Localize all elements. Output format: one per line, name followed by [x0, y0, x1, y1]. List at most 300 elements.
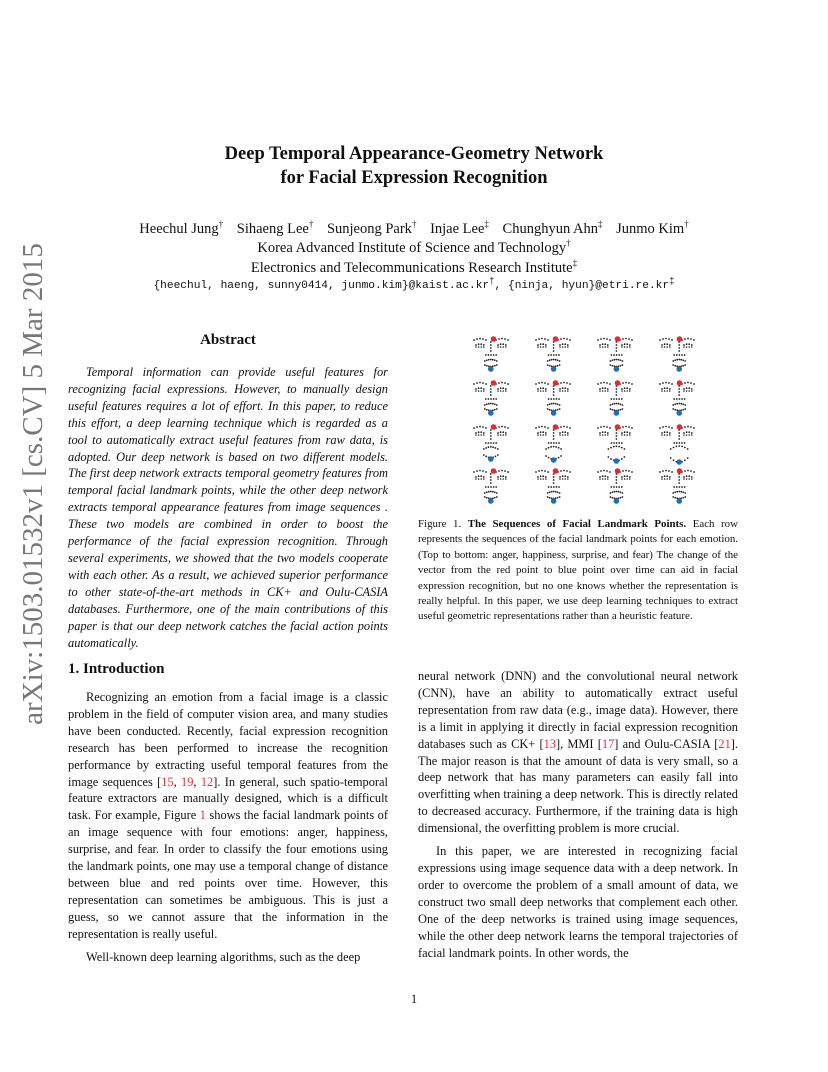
landmark-point [480, 390, 482, 392]
landmark-point [550, 446, 552, 448]
landmark-point [483, 344, 485, 346]
landmark-point [475, 344, 477, 346]
landmark-point [564, 390, 566, 392]
landmark-point [671, 383, 673, 385]
landmark-point [681, 446, 683, 448]
landmark-point [566, 382, 568, 384]
abstract-body [68, 364, 388, 651]
landmark-point [553, 394, 555, 396]
landmark-point [545, 344, 547, 346]
landmark-point [557, 409, 559, 411]
landmark-point [662, 382, 664, 384]
landmark-point [616, 359, 618, 361]
landmark-point [482, 426, 484, 428]
landmark-point [631, 339, 633, 341]
landmark-point [493, 442, 495, 444]
author: Sunjeong Park† [326, 219, 417, 237]
landmark-point [686, 431, 688, 433]
landmark-point [612, 359, 614, 361]
landmark-point [621, 354, 623, 356]
landmark-point [599, 434, 601, 436]
landmark-point [553, 442, 555, 444]
landmark-point [478, 346, 480, 348]
landmark-point [661, 390, 663, 392]
landmark-point [691, 344, 693, 346]
landmark-point [497, 346, 499, 348]
landmark-point [547, 383, 549, 385]
landmark-point [486, 409, 488, 411]
landmark-point [691, 432, 693, 434]
landmark-point [616, 432, 618, 434]
landmark-point [547, 471, 549, 473]
landmark-point [684, 492, 686, 494]
landmark-point [624, 346, 626, 348]
citation-link[interactable]: 12 [200, 774, 214, 789]
landmark-point [631, 427, 633, 429]
landmark-point [490, 350, 492, 352]
landmark-point [569, 339, 571, 341]
landmark-point [486, 359, 488, 361]
landmark-point [668, 338, 670, 340]
landmark-point [479, 382, 481, 384]
landmark-face [597, 380, 633, 416]
landmark-point [624, 456, 626, 458]
landmark-point [684, 459, 686, 461]
landmark-point [684, 354, 686, 356]
landmark-point [661, 346, 663, 348]
paper-title [0, 142, 828, 190]
landmark-point [505, 344, 507, 346]
blue-point [551, 498, 557, 504]
landmark-point [562, 387, 564, 389]
landmark-point [608, 456, 610, 458]
blue-point [614, 410, 620, 416]
landmark-point [545, 434, 547, 436]
landmark-point [659, 339, 661, 341]
red-point [553, 336, 559, 342]
landmark-point [662, 426, 664, 428]
author: Injae Lee‡ [430, 219, 489, 237]
landmark-point [507, 471, 509, 473]
landmark-point [553, 388, 555, 390]
citation-link[interactable]: 19 [181, 774, 194, 789]
landmark-point [661, 434, 663, 436]
landmark-point [616, 403, 618, 405]
landmark-point [661, 478, 663, 480]
citation-link[interactable]: 15 [161, 774, 174, 789]
landmark-point [599, 388, 601, 390]
landmark-point [564, 387, 566, 389]
landmark-point [495, 442, 497, 444]
landmark-point [684, 404, 686, 406]
landmark-point [626, 346, 628, 348]
landmark-point [563, 338, 565, 340]
landmark-point [670, 457, 672, 459]
landmark-point [621, 476, 623, 478]
landmark-point [669, 388, 671, 390]
landmark-point [616, 438, 618, 440]
landmark-point [553, 491, 555, 493]
affiliation-etri: Electronics and Telecommunications Research Institute‡ [250, 258, 578, 276]
landmark-point [693, 383, 695, 385]
landmark-point [626, 475, 628, 477]
landmark-point [505, 346, 507, 348]
landmark-point [680, 403, 682, 405]
blue-point [488, 366, 494, 372]
intro-paragraph-2: Well-known deep learning algorithms, such as the deep [86, 949, 361, 964]
landmark-point [613, 446, 615, 448]
landmark-point [611, 442, 613, 444]
landmark-point [625, 338, 627, 340]
landmark-point [538, 470, 540, 472]
landmark-point [678, 394, 680, 396]
author: Heechul Jung† [139, 219, 224, 237]
landmark-point [475, 476, 477, 478]
landmark-face [473, 380, 509, 416]
landmark-point [628, 470, 630, 472]
landmark-point [549, 409, 551, 411]
figure-link[interactable]: 1 [199, 808, 206, 823]
landmark-point [559, 408, 561, 410]
landmark-point [672, 364, 674, 366]
landmark-point [621, 388, 623, 390]
landmark-point [599, 346, 601, 348]
landmark-point [611, 354, 613, 356]
landmark-point [666, 387, 668, 389]
landmark-point [616, 398, 618, 400]
landmark-point [492, 491, 494, 493]
landmark-point [483, 388, 485, 390]
landmark-point [475, 434, 477, 436]
landmark-point [490, 432, 492, 434]
blue-point [676, 410, 682, 416]
citation-link[interactable]: 21 [718, 736, 731, 751]
landmark-point [616, 347, 618, 349]
landmark-point [618, 446, 620, 448]
landmark-point [618, 486, 620, 488]
landmark-point [688, 431, 690, 433]
landmark-point [682, 403, 684, 405]
landmark-point [490, 385, 492, 387]
landmark-point [500, 478, 502, 480]
landmark-point [631, 383, 633, 385]
landmark-point [545, 448, 547, 450]
landmark-point [494, 409, 496, 411]
landmark-point [559, 346, 561, 348]
landmark-point [553, 398, 555, 400]
landmark-point [500, 343, 502, 345]
landmark-point [537, 388, 539, 390]
landmark-face [535, 380, 571, 416]
landmark-point [549, 403, 551, 405]
arxiv-stamp: arXiv:1503.01532v1 [cs.CV] 5 Mar 2015 [17, 243, 49, 725]
landmark-point [661, 388, 663, 390]
landmark-point [478, 478, 480, 480]
landmark-point [616, 344, 618, 346]
landmark-point [600, 382, 602, 384]
red-point [553, 468, 559, 474]
landmark-point [659, 427, 661, 429]
landmark-point [476, 338, 478, 340]
landmark-point [562, 478, 564, 480]
landmark-point [556, 486, 558, 488]
landmark-point [488, 403, 490, 405]
landmark-point [535, 339, 537, 341]
landmark-point [501, 470, 503, 472]
landmark-point [674, 409, 676, 411]
landmark-point [622, 496, 624, 498]
landmark-point [683, 432, 685, 434]
landmark-point [664, 390, 666, 392]
landmark-point [482, 338, 484, 340]
landmark-point [680, 359, 682, 361]
citation-link[interactable]: 13 [543, 736, 556, 751]
landmark-point [666, 346, 668, 348]
landmark-point [549, 497, 551, 499]
landmark-point [564, 346, 566, 348]
landmark-point [559, 390, 561, 392]
landmark-point [557, 403, 559, 405]
landmark-point [500, 431, 502, 433]
landmark-point [621, 432, 623, 434]
landmark-point [674, 497, 676, 499]
landmark-point [479, 470, 481, 472]
landmark-point [550, 442, 552, 444]
landmark-point [490, 394, 492, 396]
landmark-point [497, 434, 499, 436]
landmark-face [659, 468, 695, 504]
landmark-point [559, 388, 561, 390]
landmark-point [678, 359, 680, 361]
landmark-point [569, 427, 571, 429]
landmark-point [631, 471, 633, 473]
facial-landmark-figure [452, 330, 722, 510]
landmark-point [558, 457, 560, 459]
landmark-point [688, 434, 690, 436]
landmark-point [551, 403, 553, 405]
landmark-point [542, 478, 544, 480]
landmark-point [670, 448, 672, 450]
landmark-point [624, 431, 626, 433]
red-point [553, 424, 559, 430]
landmark-point [478, 390, 480, 392]
landmark-point [495, 398, 497, 400]
landmark-point [553, 347, 555, 349]
landmark-point [626, 343, 628, 345]
landmark-point [559, 360, 561, 362]
landmark-point [616, 394, 618, 396]
landmark-point [686, 475, 688, 477]
landmark-point [683, 390, 685, 392]
landmark-point [495, 486, 497, 488]
landmark-point [540, 390, 542, 392]
landmark-point [480, 431, 482, 433]
landmark-point [480, 343, 482, 345]
landmark-point [547, 496, 549, 498]
landmark-point [485, 339, 487, 341]
landmark-point [505, 476, 507, 478]
landmark-point [683, 476, 685, 478]
landmark-point [567, 476, 569, 478]
landmark-point [490, 479, 492, 481]
landmark-point [507, 339, 509, 341]
landmark-point [684, 470, 686, 472]
landmark-point [540, 434, 542, 436]
landmark-point [490, 354, 492, 356]
landmark-point [476, 470, 478, 472]
landmark-point [553, 359, 555, 361]
blue-point [488, 456, 494, 462]
landmark-point [485, 354, 487, 356]
landmark-point [484, 408, 486, 410]
landmark-point [620, 497, 622, 499]
landmark-point [624, 390, 626, 392]
landmark-point [545, 390, 547, 392]
landmark-point [497, 448, 499, 450]
landmark-point [676, 442, 678, 444]
landmark-point [549, 359, 551, 361]
landmark-point [547, 339, 549, 341]
landmark-point [567, 346, 569, 348]
landmark-point [679, 354, 681, 356]
landmark-point [498, 470, 500, 472]
landmark-point [490, 359, 492, 361]
landmark-point [659, 383, 661, 385]
title-line-2: for Facial Expression Recognition [280, 168, 548, 188]
landmark-point [604, 346, 606, 348]
red-point [615, 380, 621, 386]
landmark-point [622, 404, 624, 406]
landmark-point [478, 475, 480, 477]
landmark-point [498, 426, 500, 428]
landmark-point [687, 457, 689, 459]
citation-link[interactable]: 17 [601, 736, 615, 751]
landmark-point [678, 491, 680, 493]
landmark-point [666, 343, 668, 345]
landmark-point [553, 403, 555, 405]
landmark-point [495, 354, 497, 356]
landmark-point [665, 338, 667, 340]
landmark-point [629, 478, 631, 480]
landmark-point [599, 390, 601, 392]
landmark-point [673, 354, 675, 356]
landmark-point [597, 339, 599, 341]
landmark-point [629, 346, 631, 348]
abstract-text: Temporal information can provide useful features for recognizing facial expressions. However, to manually design useful features requires a lot of effort. In this paper, to reduce this effort, a deep learning technique which is regarded as a tool to automatically extract useful features from raw data, is adopted. Our deep network is based on two different models. The first deep network extracts temporal geometry features from temporal facial landmark points, while the other deep network extracts temporal appearance features from image sequences . These two models are combined in order to boost the performance of the facial expression recognition. Through several experiments, we showed that the two models cooperate with each other. As a result, we achieved superior performance to other state-of-the-art methods in CK+ and Oulu-CASIA databases. Furthermore, one of the main contributions of this paper is that our deep network catches the facial action points automatically. [68, 365, 388, 650]
landmark-point [669, 346, 671, 348]
landmark-point [681, 354, 683, 356]
landmark-point [613, 486, 615, 488]
landmark-point [502, 434, 504, 436]
landmark-point [669, 344, 671, 346]
author-list [0, 219, 828, 239]
landmark-point [621, 346, 623, 348]
landmark-point [537, 434, 539, 436]
landmark-point [665, 426, 667, 428]
landmark-point [609, 339, 611, 341]
landmark-point [475, 346, 477, 348]
landmark-point [664, 478, 666, 480]
blue-point [614, 366, 620, 372]
author: Chunghyun Ahn‡ [502, 219, 603, 237]
landmark-point [622, 360, 624, 362]
landmark-point [484, 404, 486, 406]
intro-heading: 1. Introduction [68, 661, 165, 677]
landmark-point [614, 403, 616, 405]
landmark-point [478, 343, 480, 345]
landmark-point [475, 432, 477, 434]
landmark-point [545, 346, 547, 348]
landmark-point [563, 382, 565, 384]
landmark-point [666, 475, 668, 477]
landmark-face [473, 424, 509, 462]
landmark-point [484, 496, 486, 498]
landmark-point [501, 338, 503, 340]
landmark-point [621, 344, 623, 346]
landmark-point [678, 435, 680, 437]
landmark-point [666, 390, 668, 392]
red-point [677, 380, 683, 386]
landmark-point [488, 354, 490, 356]
landmark-point [693, 427, 695, 429]
landmark-point [488, 398, 490, 400]
landmark-point [553, 344, 555, 346]
landmark-point [602, 434, 604, 436]
landmark-point [553, 391, 555, 393]
landmark-point [678, 388, 680, 390]
red-point [615, 468, 621, 474]
red-point [491, 336, 497, 342]
landmark-point [564, 431, 566, 433]
landmark-point [676, 354, 678, 356]
landmark-face [535, 336, 571, 372]
landmark-point [537, 346, 539, 348]
landmark-point [545, 388, 547, 390]
landmark-point [541, 382, 543, 384]
affiliation-kaist: Korea Advanced Institute of Science and Technology† [257, 238, 571, 256]
right-column-text [418, 668, 738, 967]
landmark-point [686, 343, 688, 345]
landmark-point [541, 338, 543, 340]
landmark-point [672, 360, 674, 362]
landmark-point [548, 486, 550, 488]
landmark-point [690, 382, 692, 384]
landmark-point [599, 432, 601, 434]
landmark-point [616, 442, 618, 444]
landmark-point [502, 390, 504, 392]
landmark-point [507, 383, 509, 385]
landmark-point [490, 429, 492, 431]
landmark-point [676, 491, 678, 493]
landmark-point [486, 491, 488, 493]
landmark-point [537, 344, 539, 346]
landmark-point [545, 476, 547, 478]
landmark-point [625, 382, 627, 384]
landmark-point [603, 426, 605, 428]
landmark-point [473, 339, 475, 341]
red-point [677, 468, 683, 474]
blue-point [614, 458, 620, 464]
landmark-point [678, 391, 680, 393]
landmark-point [542, 387, 544, 389]
landmark-point [540, 387, 542, 389]
landmark-point [684, 486, 686, 488]
landmark-point [611, 398, 613, 400]
landmark-point [537, 390, 539, 392]
landmark-point [676, 398, 678, 400]
landmark-point [684, 408, 686, 410]
landmark-point [556, 398, 558, 400]
